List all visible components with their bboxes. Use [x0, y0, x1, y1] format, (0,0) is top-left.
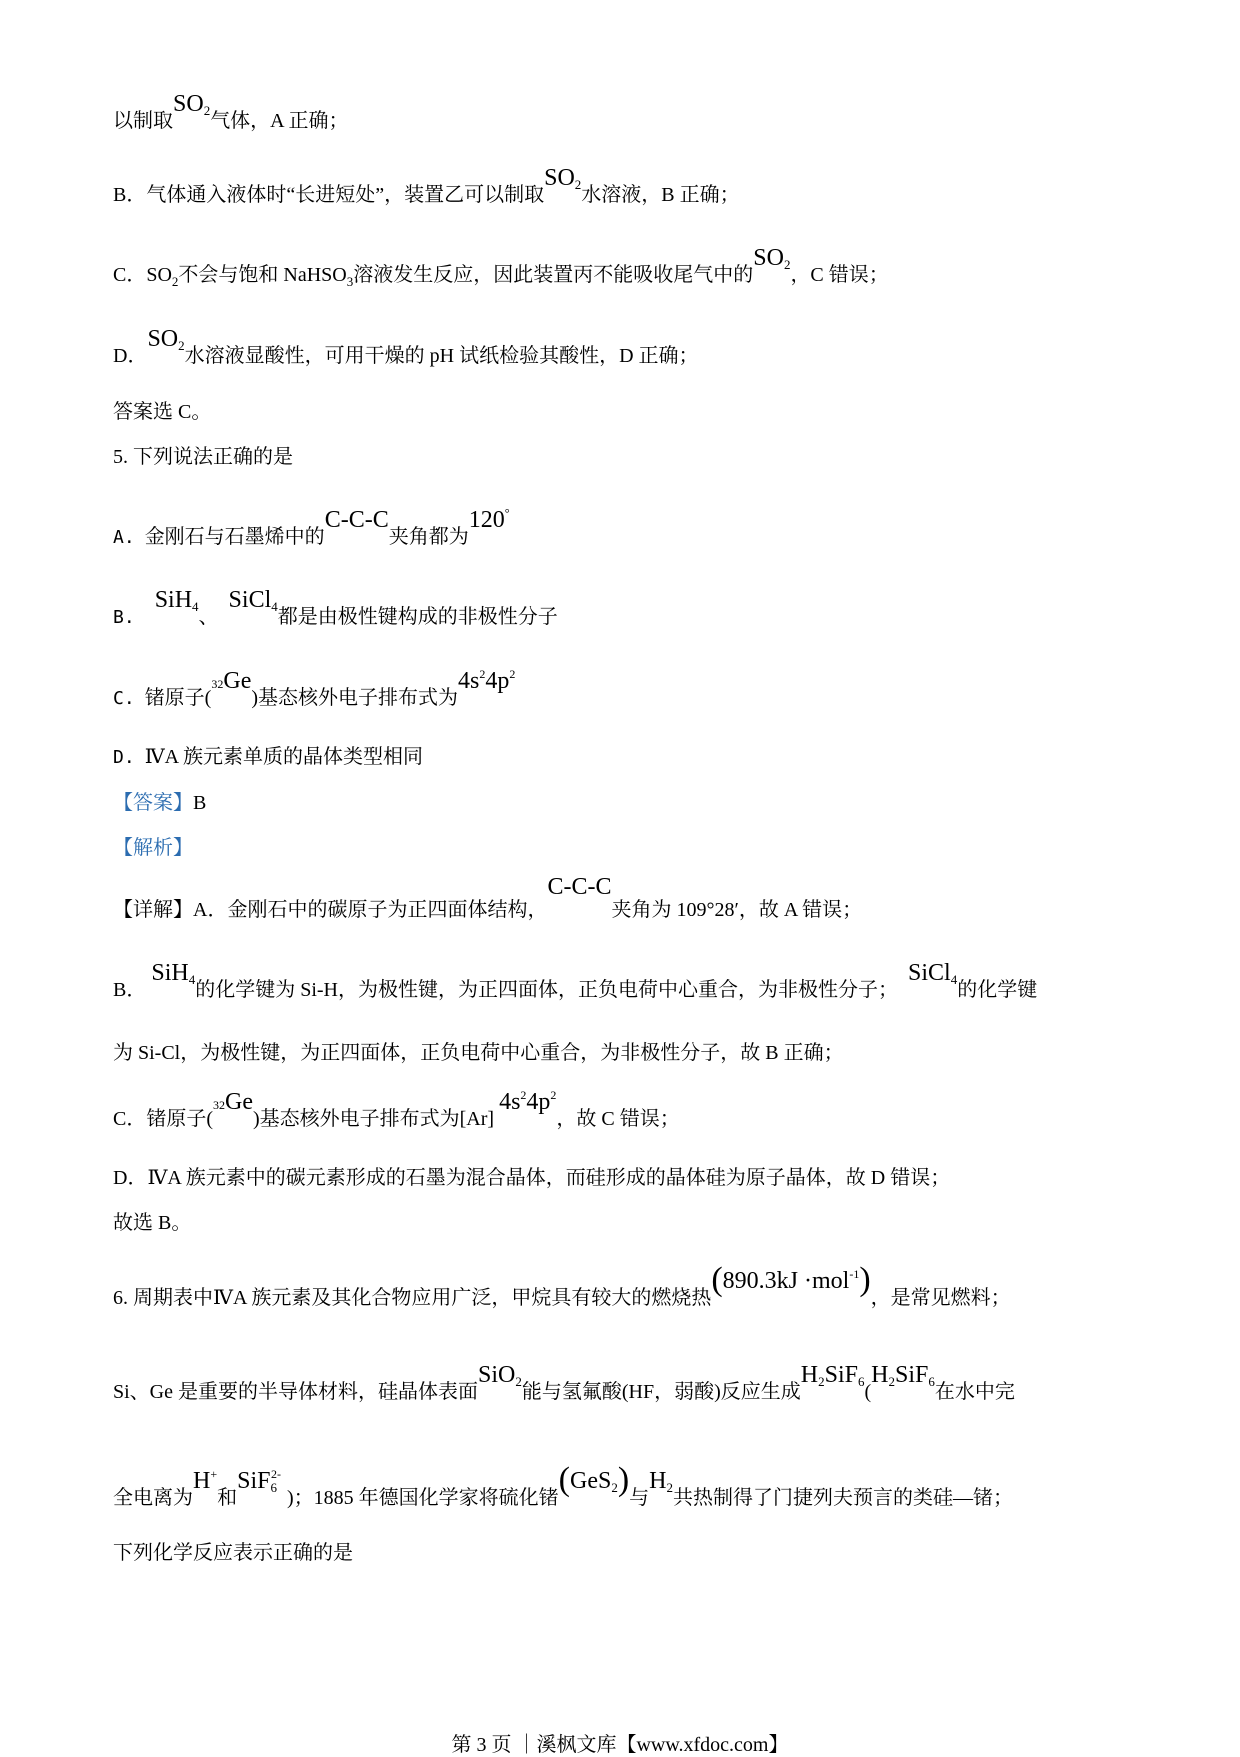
- text-line: C．$SO_2$不会与饱和 NaHSO$_3$溶液发生反应，因此装置丙不能吸收尾气中的$SO_2$，C 错误；: [113, 245, 889, 289]
- element-ge: 32Ge: [211, 668, 252, 694]
- formula-sih4: SiH$_4$: [151, 960, 196, 987]
- analysis-label: 【解析】: [113, 837, 193, 859]
- formula-sicl4: SiCl$_4$: [908, 960, 958, 987]
- answer-block: 【答案】B: [113, 792, 207, 814]
- page-footer: 第 3 页 ｜溪枫文库【www.xfdoc.com】: [451, 1734, 789, 1756]
- option-d: D. ⅣA 族元素单质的晶体类型相同: [113, 746, 424, 768]
- detail-line: 【详解】A．金刚石中的碳原子为正四面体结构，C-C-C夹角为 109°28′，故 A 错误；: [113, 874, 863, 921]
- electron-config: $4s^24p^2$: [458, 667, 516, 694]
- detail-line: B． SiH$_4$的化学键为 Si-H，为极性键，为正四面体，正负电荷中心重合，为非极性分子； SiCl$_4$的化学键: [113, 960, 1038, 1001]
- formula-ccc: C-C-C: [547, 874, 612, 900]
- option-a: A. 金刚石与石墨烯中的C-C-C夹角都为120°: [113, 506, 510, 548]
- formula-ges2: (GeS$_2$): [558, 1461, 630, 1498]
- formula-so2: $SO_2$: [753, 245, 791, 272]
- text-line: 以制取$SO_2$气体，A 正确；: [113, 91, 349, 132]
- answer-line: 答案选 C。: [113, 401, 212, 423]
- answer-label: 【答案】: [113, 792, 193, 814]
- ion-sif6: SiF$_6^{2-}$: [237, 1467, 281, 1495]
- text-line: B．气体通入液体时“长进短处”，装置乙可以制取$SO_2$水溶液，B 正确；: [113, 165, 740, 206]
- formula-sicl4: SiCl$_4$: [228, 587, 278, 614]
- formula-so2: $SO_2$: [147, 326, 185, 353]
- question-6-line: 全电离为H+和SiF$_6^{2-}$)；1885 年德国化学家将硫化锗(GeS$_2$)与$H_2$共热制得了门捷列夫预言的类硅—锗；: [113, 1461, 1014, 1509]
- ion-h: H+: [193, 1467, 218, 1494]
- formula-ccc: C-C-C: [324, 507, 389, 533]
- option-b: B. SiH$_4$、 SiCl$_4$都是由极性键构成的非极性分子: [113, 587, 558, 628]
- text-line: D．$SO_2$水溶液显酸性，可用干燥的 pH 试纸检验其酸性，D 正确；: [113, 326, 699, 367]
- detail-line: 为 Si-Cl，为极性键，为正四面体，正负电荷中心重合，为非极性分子，故 B 正确；: [113, 1042, 844, 1064]
- option-c: C. 锗原子(32Ge)基态核外电子排布式为$4s^24p^2$: [113, 667, 516, 709]
- combustion-heat: (890.3kJ ·mol$^{-1}$): [711, 1261, 871, 1298]
- detail-line: 故选 B。: [113, 1212, 192, 1234]
- formula-so2: $SO_2$: [173, 91, 211, 118]
- element-ge: 32Ge: [213, 1089, 253, 1115]
- formula-h2sif6: $H_2SiF_6$: [871, 1362, 935, 1389]
- question-5: 5. 下列说法正确的是: [113, 446, 293, 468]
- formula-sio2: SiO$_2$: [478, 1362, 522, 1389]
- question-6-line: Si、Ge 是重要的半导体材料，硅晶体表面SiO$_2$能与氢氟酸(HF，弱酸)反应生成$H_2SiF_6(H_2SiF_6$在水中完: [113, 1362, 1015, 1403]
- question-6-line: 下列化学反应表示正确的是: [113, 1542, 353, 1564]
- detail-line: D．ⅣA 族元素中的碳元素形成的石墨为混合晶体，而硅形成的晶体硅为原子晶体，故 D 错误；: [113, 1167, 951, 1189]
- detail-line: C．锗原子(32Ge)基态核外电子排布式为[Ar] $4s^24p^2$，故 C 错误；: [113, 1088, 680, 1130]
- electron-config: $4s^24p^2$: [499, 1088, 557, 1115]
- formula-sih4: SiH$_4$: [154, 587, 199, 614]
- formula-so2: $SO_2$: [544, 165, 582, 192]
- question-6: 6. 周期表中ⅣA 族元素及其化合物应用广泛，甲烷具有较大的燃烧热(890.3kJ ·mol$^{-1}$)，是常见燃料；: [113, 1261, 1011, 1309]
- formula-h2sif6: $H_2SiF_6$: [800, 1362, 865, 1389]
- angle-value: 120°: [468, 506, 510, 533]
- formula-h2: $H_2$: [649, 1468, 674, 1495]
